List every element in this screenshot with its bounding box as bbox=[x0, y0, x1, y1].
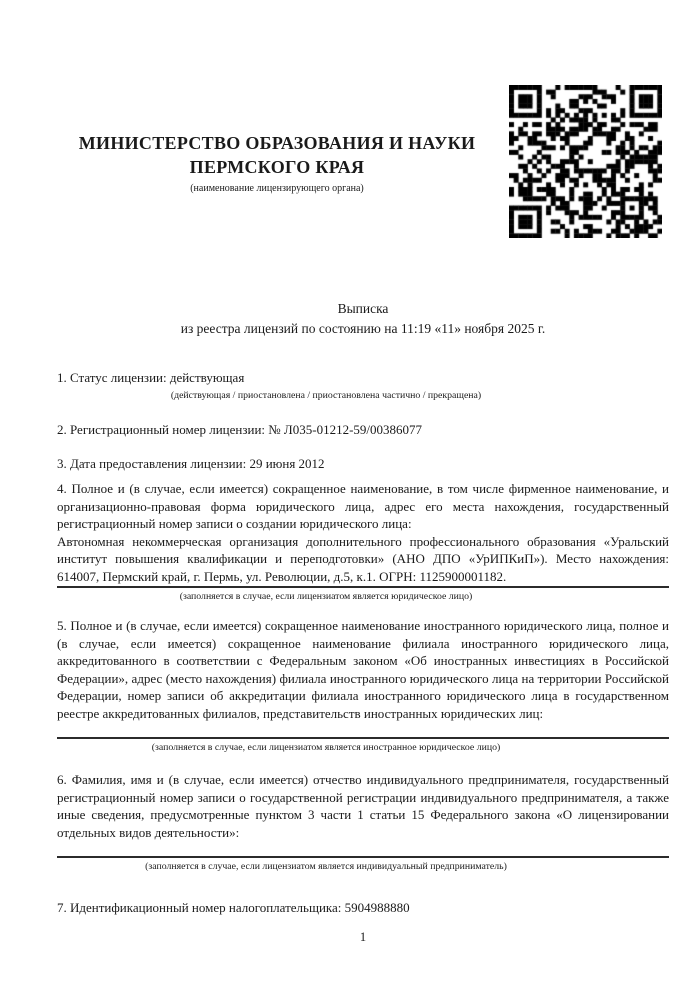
inn-value: 5904988880 bbox=[344, 900, 410, 915]
license-status-line bbox=[57, 368, 669, 387]
legal-entity-fill-line bbox=[57, 586, 669, 588]
section-entrepreneur bbox=[57, 771, 669, 873]
qr-code-icon bbox=[509, 85, 662, 238]
license-status-label: 1. Статус лицензии: bbox=[57, 370, 167, 385]
section-license-status bbox=[57, 368, 669, 402]
inn-line bbox=[57, 898, 669, 917]
foreign-entity-caption: (заполняется в случае, если лицензиатом является иностранное юридическое лицо) bbox=[151, 741, 501, 753]
foreign-entity-text: 5. Полное и (в случае, если имеется) сокращенное наименование иностранного юридического лица, полное и (в случае, если имеется) сокращенное наименование филиала иностранного юридического лица, аккредитованного в соответствии с Федеральным законом «Об иностранных инвестициях в Российской Федерации», адрес (место нахождения) филиала иностранного юридического лица на территории Российской Федерации, номер записи об аккредитации филиала иностранного юридического лица в государственном реестре аккредитованных филиалов, представительств иностранных юридических лиц: bbox=[57, 618, 669, 721]
entrepreneur-text: 6. Фамилия, имя и (в случае, если имеется) отчество индивидуального предпринимателя, государственный регистрационный номер записи о государственной регистрации индивидуального предпринимателя, а также иные сведения, предусмотренные пунктом 3 части 1 статьи 15 Федерального закона «О лицензировании отдельных видов деятельности»: bbox=[57, 772, 669, 840]
registration-number-value: № Л035-01212-59/00386077 bbox=[268, 422, 423, 437]
section-legal-entity bbox=[57, 480, 669, 603]
ministry-caption: (наименование лицензирующего органа) bbox=[190, 183, 364, 194]
grant-date-line bbox=[57, 454, 669, 473]
grant-date-label: 3. Дата предоставления лицензии: bbox=[57, 456, 247, 471]
registration-number-line bbox=[57, 420, 669, 439]
registration-number-label: 2. Регистрационный номер лицензии: bbox=[57, 422, 266, 437]
legal-entity-caption: (заполняется в случае, если лицензиатом является юридическое лицо) bbox=[179, 590, 473, 602]
section-grant-date bbox=[57, 454, 669, 473]
ministry-name-line1: МИНИСТЕРСТВО ОБРАЗОВАНИЯ И НАУКИ bbox=[78, 133, 476, 153]
license-status-caption: (действующая / приостановлена / приостановлена частично / прекращена) bbox=[170, 389, 482, 401]
entrepreneur-fill-line bbox=[57, 856, 669, 858]
legal-entity-value: Автономная некоммерческая организация дополнительного профессионального образования «Уральский институт повышения квалификации и переподготовки» (АНО ДПО «УрИПКиП»). Место нахождения: 614007, Пермский край, г. Пермь, ул. Революции, д.5, к.1. ОГРН: 1125900001182. bbox=[57, 533, 669, 584]
extract-title-line2: из реестра лицензий по состоянию на 11:19 «11» ноября 2025 г. bbox=[180, 321, 546, 336]
grant-date-value: 29 июня 2012 bbox=[249, 456, 325, 471]
page-number: 1 bbox=[359, 930, 367, 944]
ministry-name-line2: ПЕРМСКОГО КРАЯ bbox=[189, 157, 365, 177]
section-inn bbox=[57, 898, 669, 917]
section-registration-number bbox=[57, 420, 669, 439]
license-status-value: действующая bbox=[169, 370, 245, 385]
ministry-header bbox=[57, 131, 497, 195]
legal-entity-text: 4. Полное и (в случае, если имеется) сокращенное наименование, в том числе фирменное наименование, и организационно-правовая форма юридического лица, адрес его места нахождения, государственный регистрационный номер записи о создании юридического лица: bbox=[57, 481, 669, 531]
extract-title bbox=[57, 299, 669, 339]
section-foreign-entity bbox=[57, 617, 669, 754]
inn-label: 7. Идентификационный номер налогоплательщика: bbox=[57, 900, 342, 915]
foreign-entity-fill-line bbox=[57, 737, 669, 739]
extract-title-line1: Выписка bbox=[337, 301, 389, 316]
entrepreneur-caption: (заполняется в случае, если лицензиатом является индивидуальный предприниматель) bbox=[145, 860, 507, 872]
